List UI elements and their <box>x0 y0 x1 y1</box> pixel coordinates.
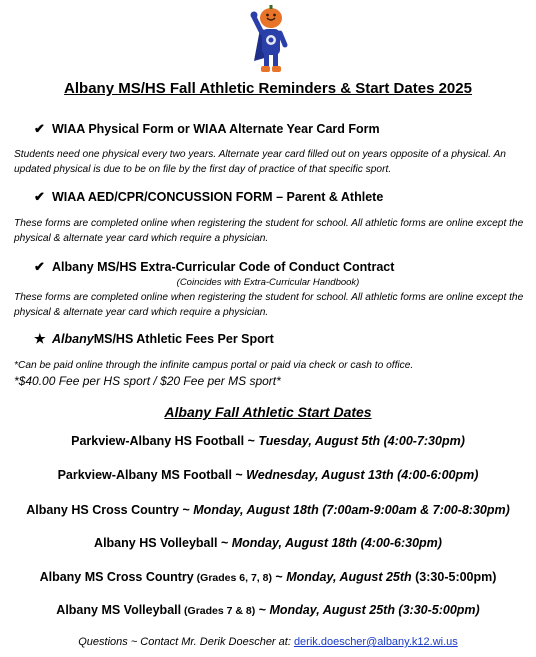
page-title: Albany MS/HS Fall Athletic Reminders & Start Dates 2025 <box>64 80 472 97</box>
reminder-aed-heading: ✔ WIAA AED/CPR/CONCUSSION FORM – Parent & Athlete <box>34 189 384 204</box>
event-row: Parkview-Albany HS Football ~ Tuesday, August 5th (4:00-7:30pm) <box>71 434 465 448</box>
star-icon: ★ <box>34 331 46 346</box>
reminder-aed-note: These forms are completed online when registering the student for school. All athletic forms are online except the physical & alternate year card which require a physician. <box>14 218 524 244</box>
checkmark-icon: ✔ <box>34 189 45 204</box>
event-row: Parkview-Albany MS Football ~ Wednesday, August 13th (4:00-6:00pm) <box>57 468 479 482</box>
event-row: Albany MS Cross Country (Grades 6, 7, 8) ~ Monday, August 25th (3:30-5:00pm) <box>39 570 497 584</box>
start-dates-title: Albany Fall Athletic Start Dates <box>164 404 372 420</box>
mascot-logo-icon <box>248 3 292 77</box>
event-row: Albany HS Volleyball ~ Monday, August 18th (4:00-6:30pm) <box>94 536 442 550</box>
contact-email-link[interactable]: derik.doescher@albany.k12.wi.us <box>293 636 458 648</box>
event-row: Albany MS Volleyball (Grades 7 & 8) ~ Monday, August 25th (3:30-5:00pm) <box>56 603 480 617</box>
event-row: Albany HS Cross Country ~ Monday, August 18th (7:00am-9:00am & 7:00-8:30pm) <box>26 503 510 517</box>
reminder-physical-note: Students need one physical every two years. Alternate year card filled out on years opposite of a physical. An updated physical is due to be on file by the first day of practice of that specific sport. <box>14 149 506 175</box>
reminder-fees-heading: ★ Albany MS/HS Athletic Fees Per Sport <box>34 331 274 346</box>
reminder-conduct-heading: ✔ Albany MS/HS Extra-Curricular Code of Conduct Contract <box>34 259 395 274</box>
fee-amounts: *$40.00 Fee per HS sport / $20 Fee per MS sport* <box>14 374 281 388</box>
contact-line: Questions ~ Contact Mr. Derik Doescher at: derik.doescher@albany.k12.wi.us <box>78 636 458 648</box>
reminder-physical-heading: ✔ WIAA Physical Form or WIAA Alternate Year Card Form <box>34 121 380 136</box>
reminder-conduct-note: These forms are completed online when registering the student for school. All athletic forms are online except the physical & alternate year card which require a physician. <box>14 292 524 318</box>
checkmark-icon: ✔ <box>34 121 45 136</box>
reminder-fees-note: *Can be paid online through the infinite campus portal or paid via check or cash to office. <box>14 360 414 371</box>
checkmark-icon: ✔ <box>34 259 45 274</box>
reminder-conduct-subnote: (Coincides with Extra-Curricular Handbook) <box>176 277 360 288</box>
